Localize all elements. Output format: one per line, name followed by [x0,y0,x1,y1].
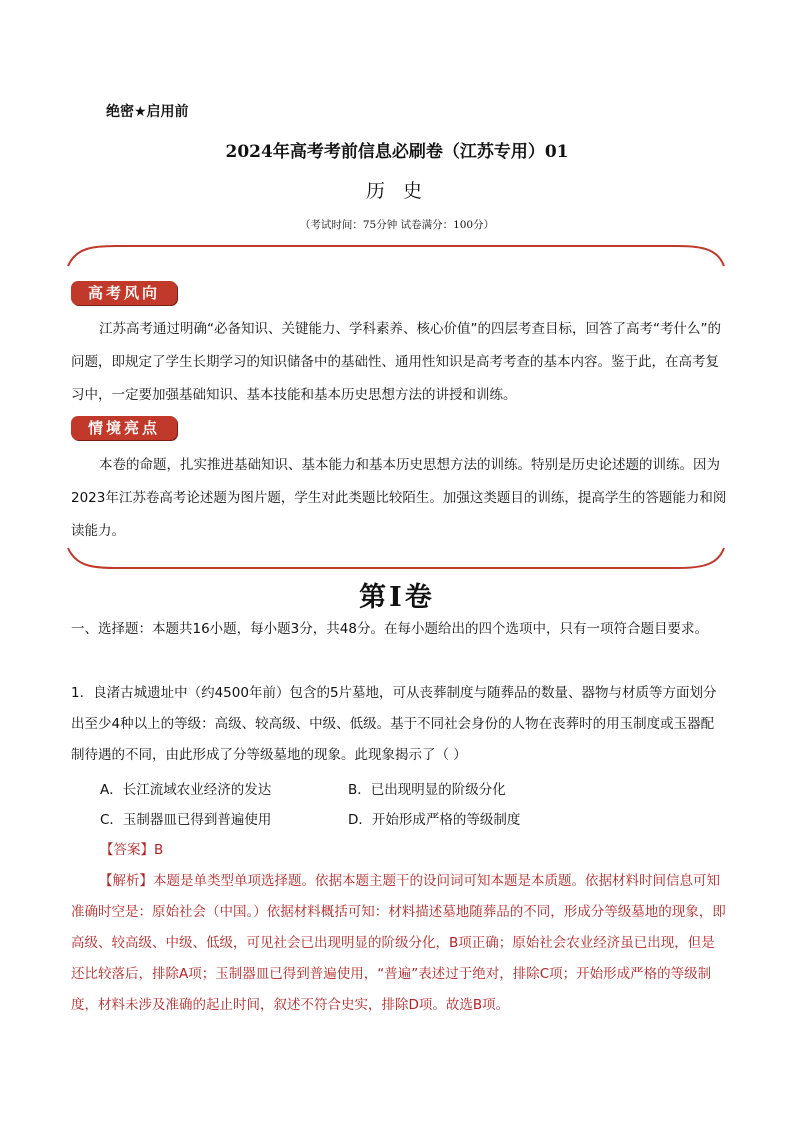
answer: 【答案】B [100,842,164,858]
badge-gaokao-trend: 高考风向 [71,281,177,305]
intro-paragraph-1 [71,313,727,412]
badge-highlights: 情境亮点 [71,416,177,440]
secret-mark: 绝密★启用前 [106,104,189,120]
frame-top-curve [68,246,724,266]
intro-paragraph-2-text: 本卷的命题，扎实推进基础知识、基本能力和基本历史思想方法的训练。特别是历史论述题的训练。因为2023年江苏卷高考论述题为图片题，学生对此类题比较陌生。加强这类题目的训练，提高学生的答题能力和阅读能力。 [71,457,727,539]
frame-bottom-curve [68,548,724,568]
exam-title: 2024年高考考前信息必刷卷（江苏专用）01 [225,142,569,162]
intro-paragraph-1-text: 江苏高考通过明确“必备知识、关键能力、学科素养、核心价值”的四层考查目标，回答了高考“考什么”的问题，即规定了学生长期学习的知识储备中的基础性、通用性知识是高考考查的基本内容。鉴于此，在高考复习中，一定要加强基础知识、基本技能和基本历史思想方法的讲授和训练。 [71,321,721,403]
section-instructions: 一、选择题：本题共16小题，每小题3分，共48分。在每小题给出的四个选项中，只有一项符合题目要求。 [71,621,708,637]
question-1 [71,678,727,771]
question-number: 1． [71,685,94,701]
explanation [71,866,727,1021]
exam-info: （考试时间：75分钟 试卷满分：100分） [299,219,495,231]
volume-title: 第Ⅰ卷 [359,582,435,613]
option-c: C．玉制器皿已得到普遍使用 [100,812,272,828]
question-stem: 良渚古城遗址中（约4500年前）包含的5片墓地，可从丧葬制度与随葬品的数量、器物与材质等方面划分出至少4种以上的等级：高级、较高级、中级、低级。基于不同社会身份的人物在丧葬时的用玉制度或玉器配制待遇的不同，由此形成了分等级墓地的现象。此现象揭示了（ ） [71,685,717,763]
intro-paragraph-2 [71,449,727,548]
option-a: A．长江流域农业经济的发达 [100,782,272,798]
explanation-text: 【解析】本题是单类型单项选择题。依据本题主题干的设问词可知本题是本质题。依据材料时间信息可知准确时空是：原始社会（中国。）依据材料概括可知：材料描述墓地随葬品的不同，形成分等级墓地的现象，即高级、较高级、中级、低级，可见社会已出现明显的阶级分化，B项正确；原始社会农业经济虽已出现，但是还比较落后，排除A项；玉制器皿已得到普遍使用，“普遍”表述过于绝对，排除C项；开始形成严格的等级制度，材料未涉及准确的起止时间，叙述不符合史实，排除D项。故选B项。 [71,873,726,1013]
option-d: D．开始形成严格的等级制度 [348,812,521,828]
option-b: B．已出现明显的阶级分化 [348,782,506,798]
subject-title: 历 史 [365,180,429,202]
